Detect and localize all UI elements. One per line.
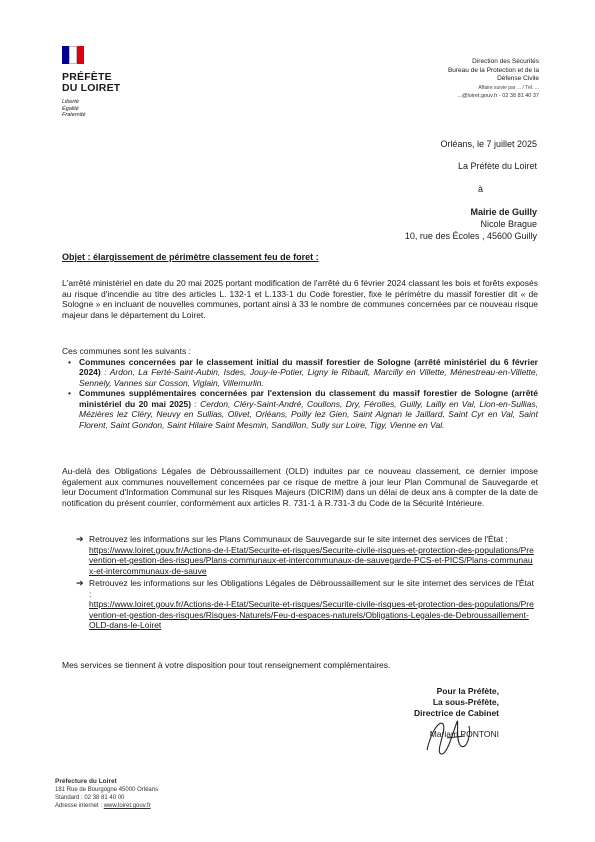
handwritten-signature xyxy=(417,712,477,758)
sender-line: La Préfète du Loiret xyxy=(457,161,537,171)
arrow-right-icon: ➔ xyxy=(76,534,84,544)
links-section xyxy=(76,534,534,633)
to-line: à xyxy=(477,184,483,194)
footer-web-link[interactable]: www.loiret.gouv.fr xyxy=(103,803,151,809)
communes-list xyxy=(62,357,538,431)
list-item xyxy=(76,578,534,631)
logo-motto: Liberté Égalité Fraternité xyxy=(62,99,86,118)
logo-title: PRÉFÈTE DU LOIRET xyxy=(62,71,121,94)
recipient-person: Nicole Brague xyxy=(480,219,537,229)
subject-line xyxy=(62,252,319,262)
sender-department xyxy=(389,58,539,100)
footer-title: Préfecture du Loiret xyxy=(55,778,117,785)
marianne-flag-icon xyxy=(62,44,88,66)
communes-section xyxy=(62,346,538,430)
old-info-text: Retrouvez les informations sur les Obligations Légales de Débroussaillement sur le site internet des services de l'État : xyxy=(89,578,534,599)
recipient-block xyxy=(405,206,537,242)
footer-address: 181 Rue de Bourgogne 45000 Orléans xyxy=(55,787,159,793)
subject-text: élargissement de périmètre classement feu de foret : xyxy=(90,252,319,262)
footer xyxy=(55,778,158,810)
signatory-name: Mariam PONTONI xyxy=(429,729,499,739)
recipient-address: 10, rue des Écoles , 45600 Guilly xyxy=(404,231,537,241)
subject-label: Objet : xyxy=(62,252,91,262)
signature-line-1: Pour la Préfète, xyxy=(436,686,499,696)
intro-paragraph: L'arrêté ministériel en date du 20 mai 2025 portant modification de l'arrêté du 6 février 2024 classant les bois et forêts exposés au risque d'incendie au titre des articles L. 132-1 et L.133-1 du Code forestier, fixe le périmètre du massif forestier dit « de Sologne » en incluant de nouvelles communes, portant ainsi à 33 le nombre de communes concernées par ce nouveau risque majeur dans le département du Loiret. xyxy=(62,278,538,320)
list-item xyxy=(76,534,534,576)
old-link[interactable]: https://www.loiret.gouv.fr/Actions-de-l-Etat/Securite-et-risques/Securite-civile-risques-et-protection-des-populations/Prevention-et-gestion-des-risques/Risques-Naturels/Feu-d-espaces-naturels/Obligations-Legales-de-Debroussaillement-OLD-dans-le-Loiret xyxy=(89,599,534,630)
obligations-paragraph: Au-delà des Obligations Légales de Débroussaillement (OLD) induites par ce nouveau classement, ce dernier impose également aux communes nouvellement concernées par ce risque de mettre à jour leur Plan Communal de Sauvegarde et leur Document d'Information Communal sur les Risques Majeurs (DICRIM) dans un délai de deux ans à compter de la date de notification du présent courrier, conformément aux articles R. 731-1 à R.731-3 du Code de la Sécurité Intérieure. xyxy=(62,466,538,508)
closing-sentence: Mes services se tiennent à votre disposition pour tout renseignement complémentaires. xyxy=(62,660,391,670)
bureau-name: Bureau de la Protection et de la Défense Civile xyxy=(447,66,539,82)
list-item: • Communes concernées par le classement initial du massif forestier de Sologne (arrêté ministériel du 6 février 2024) : Ardon, La Ferté-Saint-Aubin, Isdes, Jouy-le-Potier, Ligny le Ribault, Marcilly en Villette, Ménestreau-en-Villette, Sennely, Vannes sur Cosson, Viglain, Villemurlin. xyxy=(62,357,538,389)
arrow-right-icon: ➔ xyxy=(76,578,84,588)
direction-name: Direction des Sécurités xyxy=(472,58,539,65)
signature-line-2: La sous-Préfète, xyxy=(432,697,499,707)
footer-phone: Standard : 02 38 81 40 00 xyxy=(55,795,125,801)
contact-line: Affaire suivie par ... / Tél. ... xyxy=(478,84,539,91)
signature-line-3: Directrice de Cabinet xyxy=(413,708,499,718)
pcs-link[interactable]: https://www.loiret.gouv.fr/Actions-de-l-Etat/Securite-et-risques/Securite-civile-risques-et-protection-des-populations/Prevention-et-gestion-des-risques/Plans-communaux-et-intercommunaux-de-sauvegarde-PCS-et-PICS/Plans-communaux-et-intercommunaux-de-sauve xyxy=(89,544,534,576)
prefecture-logo xyxy=(62,44,132,119)
communes-intro: Ces communes sont les suivants : xyxy=(62,346,191,356)
recipient-name: Mairie de Guilly xyxy=(470,207,537,217)
contact-email: ...@loiret.gouv.fr - 02 38 81 40 37 xyxy=(457,93,539,99)
pcs-info-text: Retrouvez les informations sur les Plans Communaux de Sauvegarde sur le site internet des services de l'État : xyxy=(89,534,508,544)
footer-web: Adresse internet : www.loiret.gouv.fr xyxy=(55,803,151,809)
date-line: Orléans, le 7 juillet 2025 xyxy=(440,139,537,149)
list-item: • Communes supplémentaires concernées par l'extension du classement du massif forestier de Sologne (arrêté ministériel du 20 mai 2025) : Cerdon, Cléry-Saint-André, Coullons, Dry, Férolles, Guilly, Lailly en Val, Lion-en-Sullias, Mézières lez Cléry, Neuvy en Sullias, Olivet, Orléans, Poilly lez Gien, Saint Aignan le Jaillard, Saint Cyr en Val, Saint Florent, Saint Gondon, Saint Hilaire Saint Mesmin, Sandillon, Sully sur Loire, Tigy, Vienne en Val. xyxy=(62,388,538,430)
